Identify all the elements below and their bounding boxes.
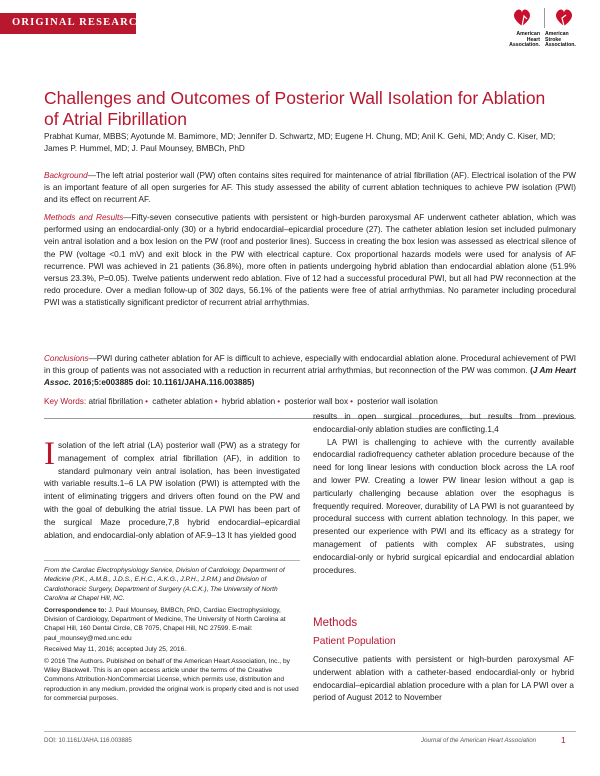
patient-population-text: Consecutive patients with persistent or high-burden paroxysmal AF underwent ablation with a catheter-based endocardial-only or hybrid endocardial–epicardial ablation procedure with a plan for LA PWI over a period of August 2012 to November [313,655,574,703]
abstract-methods-text: —Fifty-seven consecutive patients with persistent or high-burden paroxysmal AF underwent catheter ablation, which was performed using an endocardial-only (30) or a hybrid endocardial–epicardial procedure (27). The catheter ablation lesion set included pulmonary vein antral isolation and a box lesion on the PW (roof and posterior lines). Success in creating the box lesion was assessed as electrical silence of the PW (voltage <0.1 mV) and exit block in the PW with electrical capture. Cox proportional hazards models were used for analysis of AF recurrence. PWI was achieved in 21 patients (36.8%), more often in patients undergoing hybrid ablation than endocardial ablation alone (51.9% versus 23.3%, P=0.05). Twelve patients underwent redo ablation. Five of 12 had a successful procedural PWI, but all had PW reconnection at the redo procedure. Over a median follow-up of 302 days, 56.1% of the patients were free of atrial arrhythmias. No parameter including procedural PWI was a statistically significant predictor of recurrent atrial arrhythmias. [44,213,576,308]
footer-doi[interactable]: DOI: 10.1161/JAHA.116.003885 [44,737,132,744]
keyword-item[interactable]: catheter ablation [152,397,213,406]
asa-wordmark: American Stroke Association. [545,31,576,49]
keywords-label: Key Words: [44,397,87,406]
affiliation-note: From the Cardiac Electrophysiology Service, Division of Cardiology, Department of Medicine (P.K., A.M.B., J.D.S., E.H.C., A.K.G., J.P.H., J.P.M.) and Division of Cardiothoracic Surgery, Department of Surgery (A.C.K.), The University of North Carolina at Chapel Hill, NC. [44,567,285,603]
received-note: Received May 11, 2016; accepted July 25, 2016. [44,646,187,654]
abstract-citation: (J Am Heart Assoc. 2016;5:e003885 doi: 10.1161/JAHA.116.003885) [44,366,576,388]
aha-torch-logo-icon [504,6,586,28]
section-banner [0,13,148,34]
keyword-item[interactable]: hybrid ablation [221,397,276,406]
keywords: Key Words: atrial fibrillation • catheter ablation • hybrid ablation • posterior wall box • posterior wall isolation [44,397,438,406]
abstract-background-label: Background [44,171,88,180]
intro-column-left [44,436,300,542]
aha-wordmark: American Heart Association. [509,31,540,49]
abstract-conclusions [44,353,576,390]
intro-text: solation of the left atrial (LA) posterior wall (PW) as a strategy for management of complex atrial fibrillation (AF), in addition to standard pulmonary vein antral isolation, has been investigated with variable results.1–6 LA PW isolation (PWI) is attempted with the intent of eliminating triggers and drivers often found on the PW and with the goal of debulking the atrial tissue. LA PWI has been part of the surgical Maze procedure,7,8 hybrid endocardial–epicardial ablation, and endocardial-only ablation of AF.9–13 It has yielded good [44,441,300,540]
author-list: Prabhat Kumar, MBBS; Ayotunde M. Bamimore, MD; Jennifer D. Schwartz, MD; Eugene H. Chung, MD; Anil K. Gehi, MD; Andy C. Kiser, MD; James P. Hummel, MD; J. Paul Mounsey, BMBCh, PhD [44,132,556,153]
intro-right-paragraph-2: LA PWI is challenging to achieve with the currently available endocardial radiofrequency catheter ablation procedure because of the need for long linear lesions with conduction block across the LA roof and lower PW. Creating a lower PW linear lesion without a gap is particularly challenging because ablation over the esophagus is frequently required. Moreover, durability of LA PWI is not guaranteed by procedural success with current ablation technology. In this paper, we presented our experience with PWI and its efficacy as a strategy for management of patients with complex AF substrates, using endocardial-only or hybrid surgical epicardial and endocardial ablation procedures. [313,437,574,575]
article-notes [44,566,300,706]
article-title: Challenges and Outcomes of Posterior Wall Isolation for Ablation of Atrial Fibrillation [44,88,546,129]
footnote-divider [44,560,300,561]
abstract-background-text: —The left atrial posterior wall (PW) often contains sites required for maintenance of atrial fibrillation (AF). Electrical isolation of the PW is an important feature of all open surgeries for AF. This study assessed the ability of current ablation techniques to achieve PW isolation (PWI) and its effect on recurrent AF. [44,171,576,205]
license-note: © 2016 The Authors. Published on behalf of the American Heart Association, Inc., by Wiley Blackwell. This is an open access article under the terms of the Creative Commons Attribution-NonCommercial License, which permits use, distribution and reproduction in any medium, provided the original work is properly cited and is not used for commercial purposes. [44,657,299,703]
abstract-background [44,170,576,207]
correspondence-note: Correspondence to: J. Paul Mounsey, BMBCh, PhD, Cardiac Electrophysiology, Division of Cardiology, Department of Medicine, The University of North Carolina at Chapel Hill, 160 Dental Circle, CB 7075, Chapel Hill, NC 27599. E-mail: paul_mounsey@med.unc.edu [44,606,286,642]
methods-heading: Methods [313,617,358,629]
abstract-methods-results [44,212,576,310]
patient-population-heading: Patient Population [313,636,396,647]
keyword-item[interactable]: posterior wall isolation [357,397,438,406]
intro-column-right [313,411,574,577]
banner-label: ORIGINAL RESEARCH [12,17,148,28]
page-number: 1 [561,735,566,745]
keyword-item[interactable]: atrial fibrillation [88,397,144,406]
abstract-conclusions-label: Conclusions [44,354,89,363]
abstract-methods-label: Methods and Results [44,213,124,222]
abstract-conclusions-text: —PWI during catheter ablation for AF is difficult to achieve, especially with endocardial ablation alone. Procedural achievement of PWI in this group of patients was not associated with a reduction in recurrent atrial arrhythmias, but reconnection of the PW was common. [44,354,576,376]
drop-cap: I [44,436,55,472]
aha-asa-logo [504,6,586,48]
footer-divider [44,731,576,732]
intro-right-paragraph-1: results in open surgical procedures, but results from previous endocardial-only ablation studies are conflicting.1,4 [313,412,574,434]
keyword-item[interactable]: posterior wall box [284,397,349,406]
footer-journal: Journal of the American Heart Association [421,737,537,744]
